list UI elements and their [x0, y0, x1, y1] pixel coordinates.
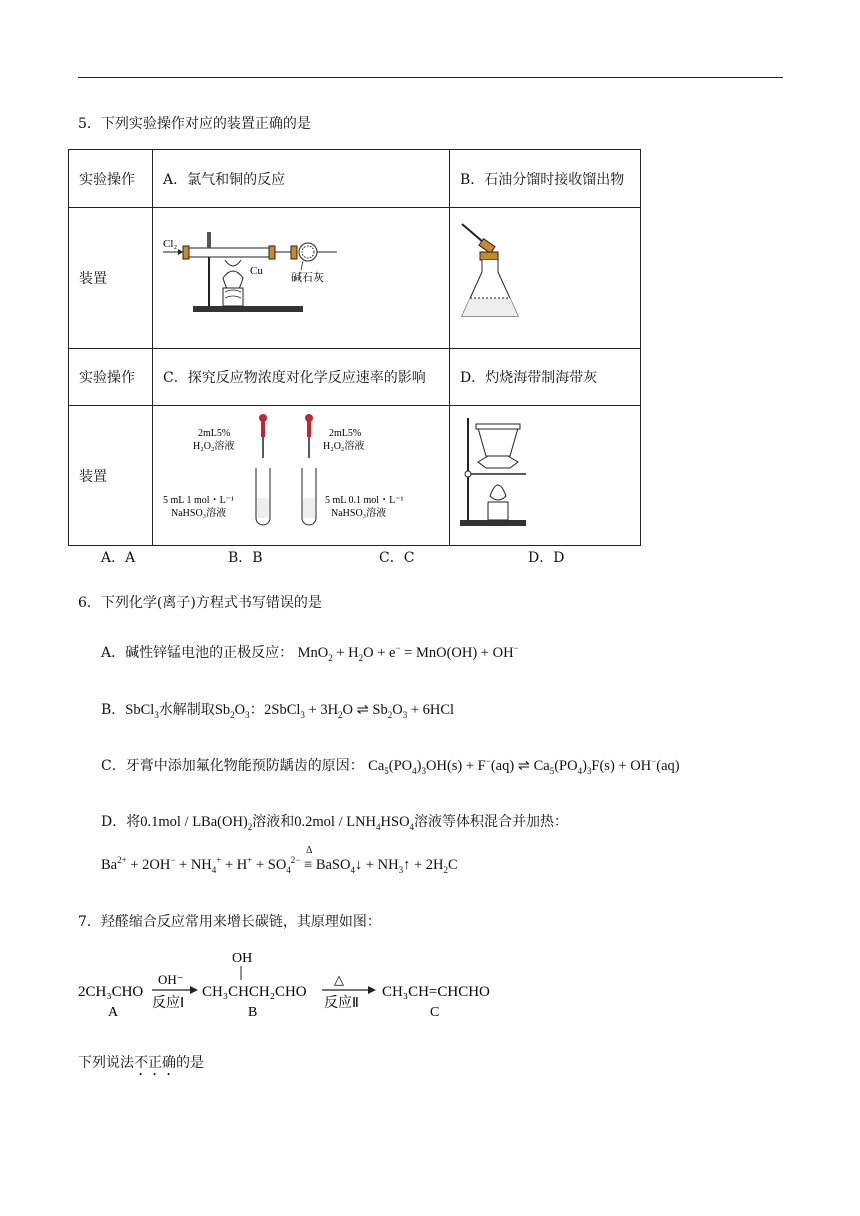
lime-label: 碱石灰 [291, 272, 324, 284]
q7-followup-suffix: 的是 [176, 1055, 204, 1071]
q7-followup-emphasis: 不正确 [134, 1055, 176, 1071]
q6-option-b[interactable]: B．SbCl$_3$水解制取$Sb_2O_3$：2SbCl$_3$ + $3H_2O$ ⇌ $Sb_2O_3 + 6HCl$ [101, 702, 455, 720]
row-label-dev-2: 装置 [69, 406, 153, 546]
q6-a-prefix: A．碱性锌锰电池的正极反应： [101, 645, 294, 661]
tube1-l2: NaHSO₃溶液 [171, 508, 227, 519]
q5-option-d[interactable]: D．D [528, 550, 565, 566]
conical-flask-apparatus [450, 208, 640, 344]
q6-option-d[interactable]: D．将$0.1mol / LBa(OH)_2$溶液和$0.2mol / LNH_4HSO_4$溶液等体积混合并加热： [101, 814, 569, 832]
cell-d-label: D．灼烧海带制海带灰 [450, 349, 641, 406]
q6-d-equation: $Ba^{2+} + 2OH^- + NH_4^+ + H^+ + SO_4^{2-}$ ≡ Δ BaSO$_4$↓ + $NH_3↑ + 2H_2C$ [101, 844, 458, 875]
cat-oh: OH⁻ [158, 972, 184, 987]
figure-c-cell [153, 406, 450, 546]
chlorine-copper-apparatus [153, 208, 449, 344]
cat-heat: △ [334, 972, 344, 987]
header-rule [78, 77, 783, 78]
q7-stem: 7．羟醛缩合反应常用来增长碳链，其原理如图： [78, 914, 381, 930]
q5-option-b[interactable]: B．B [228, 550, 263, 566]
figure-a-cell [153, 208, 450, 349]
compound-a: 2CH₃CHO [78, 984, 144, 1000]
tube2-l1: 5 mL 0.1 mol・L⁻¹ [325, 495, 404, 506]
compound-c: CH₃CH=CHCHO [382, 984, 490, 1000]
oh-group: OH [232, 951, 253, 966]
row-label-dev-1: 装置 [69, 208, 153, 349]
q6-d-mid1: 溶液和 [252, 814, 295, 830]
q5-stem: 5．下列实验操作对应的装置正确的是 [78, 116, 311, 132]
figure-d-cell [450, 406, 641, 546]
label-b: B [248, 1005, 258, 1020]
drop2-l1: 2mL5% [329, 428, 362, 439]
q6-d-prefix: D．将 [101, 814, 141, 830]
q6-c-equation: $Ca_5(PO_4)_3OH(s) + F^-(aq)$ ⇌ $Ca_5(PO_4)_3F(s) + OH^-(aq)$ [368, 756, 680, 776]
q6-d-mid2: 溶液等体积混合并加热： [414, 814, 569, 830]
step-2: 反应Ⅱ [324, 996, 359, 1011]
q7-followup-prefix: 下列说法 [78, 1055, 134, 1071]
drop1-l1: 2mL5% [198, 428, 231, 439]
q6-stem: 6．下列化学(离子)方程式书写错误的是 [78, 595, 322, 611]
q6-a-equation: $MnO_2 + H_2O + e^- = MnO(OH) + OH^-$ [297, 643, 519, 663]
cell-b-label: B．石油分馏时接收馏出物 [450, 150, 641, 208]
q6-option-c[interactable] [101, 755, 680, 776]
crucible-burning-apparatus [450, 406, 640, 541]
drop1-l2: H₂O₂溶液 [193, 441, 235, 452]
q6-b-mid: 水解制取 [158, 702, 215, 718]
label-a: A [108, 1005, 119, 1020]
step-1: 反应Ⅰ [152, 996, 185, 1011]
q6-option-a[interactable] [101, 642, 519, 663]
drop2-l2: H₂O₂溶液 [323, 441, 365, 452]
cl2-label: Cl₂ [163, 238, 178, 250]
q5-option-c[interactable]: C．C [379, 550, 415, 566]
q5-table [68, 149, 641, 546]
q5-option-a[interactable]: A．A [101, 550, 136, 566]
row-label-op-2: 实验操作 [69, 349, 153, 406]
compound-b: CH₃CHCH₂CHO [202, 984, 307, 1000]
cell-a-label: A．氯气和铜的反应 [153, 150, 450, 208]
cell-c-label: C．探究反应物浓度对化学反应速率的影响 [153, 349, 450, 406]
tube1-l1: 5 mL 1 mol・L⁻¹ [163, 495, 234, 506]
cu-label: Cu [250, 265, 263, 277]
figure-b-cell [450, 208, 641, 349]
q7-followup [78, 1052, 204, 1079]
reaction-rate-apparatus [153, 406, 449, 541]
tube2-l2: NaHSO₃溶液 [331, 508, 387, 519]
q6-c-prefix: C．牙膏中添加氟化物能预防龋齿的原因： [101, 758, 364, 774]
aldol-scheme [76, 944, 516, 1022]
label-c: C [430, 1005, 440, 1020]
q6-b-prefix: B． [101, 702, 126, 718]
row-label-op-1: 实验操作 [69, 150, 153, 208]
